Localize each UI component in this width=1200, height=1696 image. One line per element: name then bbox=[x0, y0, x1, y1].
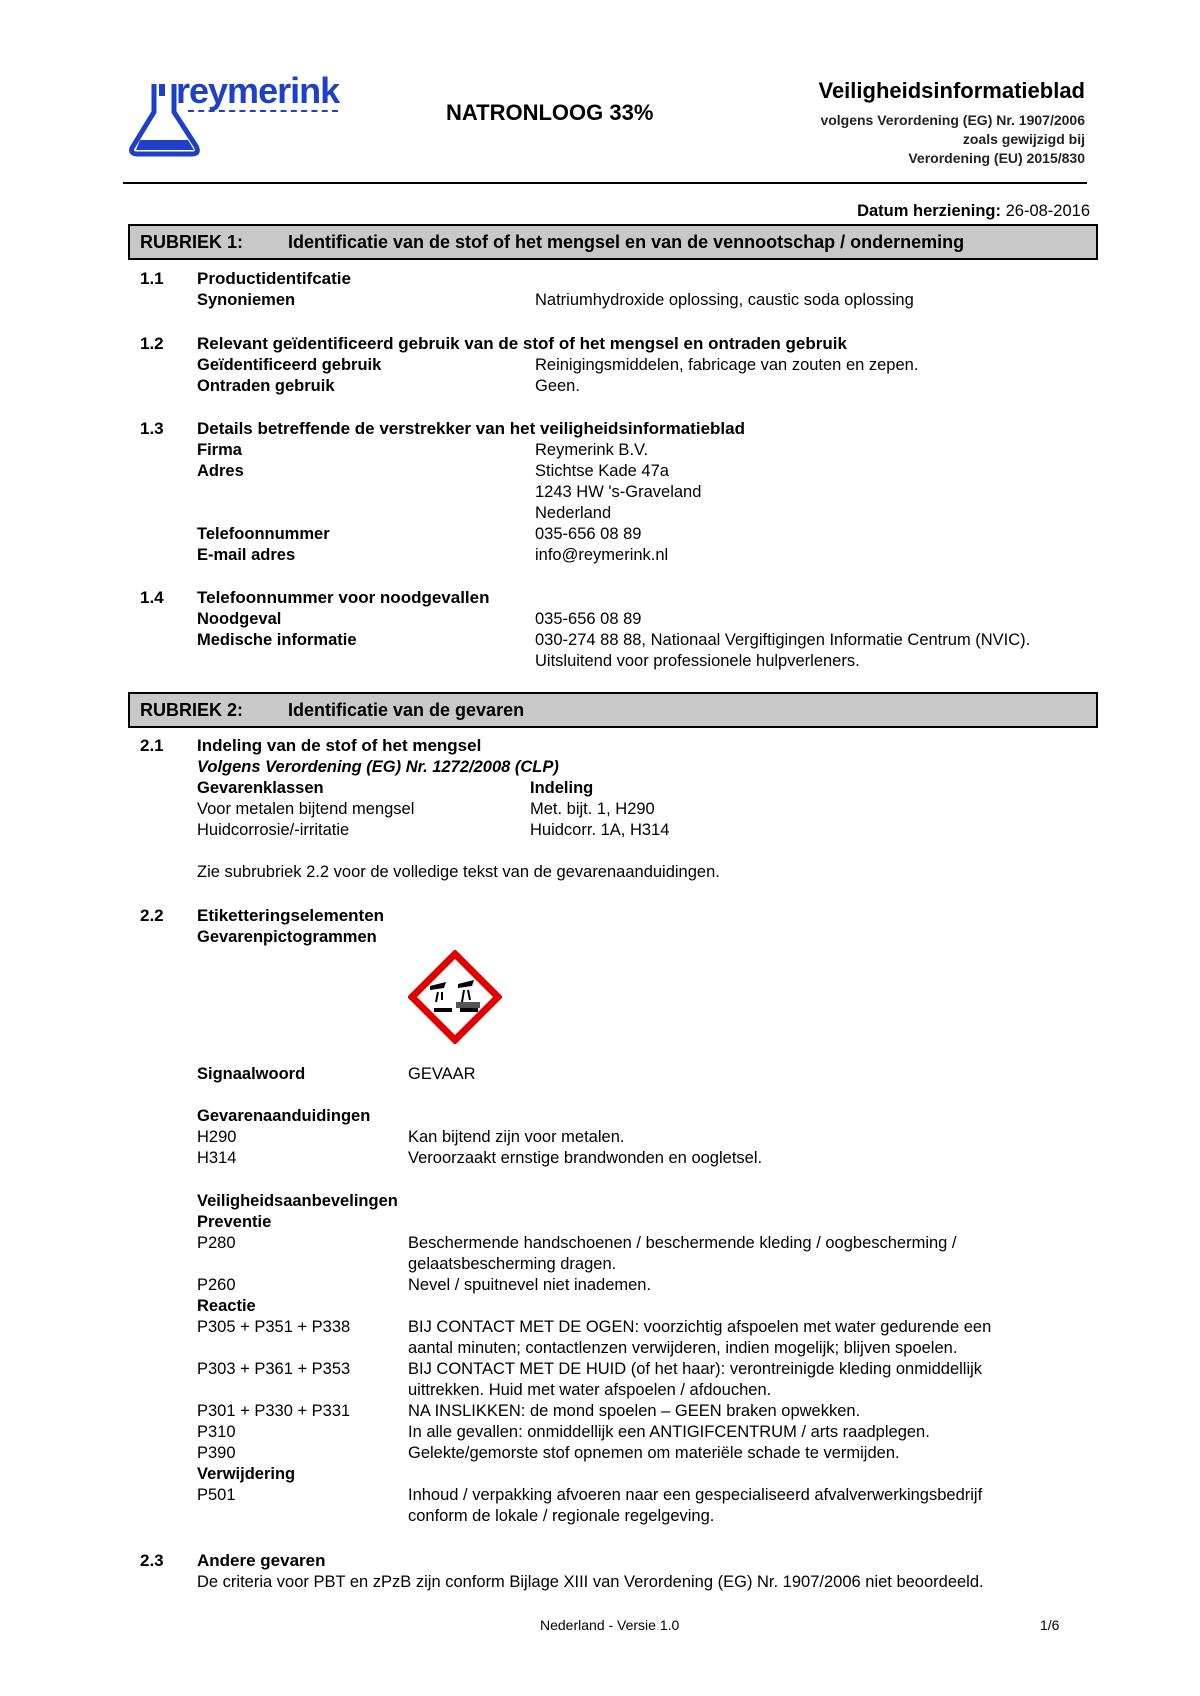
field-label: Firma bbox=[197, 441, 242, 459]
field-value: Uitsluitend voor professionele hulpverleners. bbox=[535, 652, 860, 670]
p-text: Gelekte/gemorste stof opnemen om materiële schade te vermijden. bbox=[408, 1444, 900, 1462]
p-text: BIJ CONTACT MET DE OGEN: voorzichtig afspoelen met water gedurende een bbox=[408, 1318, 992, 1336]
field-label: E-mail adres bbox=[197, 546, 296, 564]
p-text: Inhoud / verpakking afvoeren naar een gespecialiseerd afvalverwerkingsbedrijf bbox=[408, 1486, 983, 1504]
field-label: Adres bbox=[197, 462, 244, 480]
p501-row-cont bbox=[0, 1505, 1200, 1527]
section-title: Details betreffende de verstrekker van het veiligheidsinformatieblad bbox=[197, 419, 745, 438]
p-text: Nevel / spuitnevel niet inademen. bbox=[408, 1276, 652, 1294]
telephone-row bbox=[0, 523, 1200, 545]
column-header: Indeling bbox=[530, 779, 594, 797]
revision-date bbox=[857, 202, 1090, 221]
section-2-1-heading bbox=[0, 735, 1200, 757]
emergency-row bbox=[0, 608, 1200, 630]
field-label: Medische informatie bbox=[197, 631, 357, 649]
p260-row bbox=[0, 1274, 1200, 1296]
section-1-3-heading bbox=[0, 418, 1200, 440]
p-text: In alle gevallen: onmiddellijk een ANTIGIFCENTRUM / arts raadplegen. bbox=[408, 1423, 930, 1441]
rubriek-1-number: RUBRIEK 1: bbox=[140, 232, 244, 252]
p-code: P305 + P351 + P338 bbox=[197, 1318, 351, 1336]
hazard-statement-row bbox=[0, 1126, 1200, 1148]
p-text: uittrekken. Huid met water afspoelen / afdouchen. bbox=[408, 1381, 772, 1399]
section-1-2-heading bbox=[0, 333, 1200, 355]
p-code: P310 bbox=[197, 1423, 236, 1441]
rubriek-2-header bbox=[128, 692, 1098, 728]
p303-row bbox=[0, 1358, 1200, 1380]
footer-version: Nederland - Versie 1.0 bbox=[540, 1617, 680, 1633]
p-code: P260 bbox=[197, 1276, 236, 1294]
classification-row bbox=[0, 819, 1200, 841]
regulation-line-1: volgens Verordening (EG) Nr. 1907/2006 bbox=[820, 112, 1085, 128]
field-value: Nederland bbox=[535, 504, 612, 522]
regulation-text: Volgens Verordening (EG) Nr. 1272/2008 (CLP) bbox=[197, 758, 559, 776]
p280-row-cont bbox=[0, 1253, 1200, 1275]
hazard-code: H290 bbox=[197, 1128, 237, 1146]
email-link[interactable]: info@reymerink.nl bbox=[535, 546, 669, 564]
field-value: Geen. bbox=[535, 377, 580, 395]
advised-against-row bbox=[0, 375, 1200, 397]
medical-info-line-2 bbox=[0, 650, 1200, 672]
classification-header-row bbox=[0, 777, 1200, 799]
regulation-line-3: Verordening (EU) 2015/830 bbox=[908, 150, 1085, 166]
pictogram-label-row bbox=[0, 926, 1200, 948]
field-value: 035-656 08 89 bbox=[535, 610, 642, 628]
disposal-heading bbox=[0, 1463, 1200, 1485]
p-text: conform de lokale / regionale regelgeving. bbox=[408, 1507, 715, 1525]
field-label: Telefoonnummer bbox=[197, 525, 330, 543]
classification-row bbox=[0, 798, 1200, 820]
field-value: Stichtse Kade 47a bbox=[535, 462, 669, 480]
section-number: 1.3 bbox=[140, 419, 164, 438]
rubriek-2-title: Identificatie van de gevaren bbox=[288, 700, 525, 720]
note-text: Zie subrubriek 2.2 voor de volledige tekst van de gevarenaanduidingen. bbox=[197, 863, 720, 881]
hazard-text: Veroorzaakt ernstige brandwonden en oogletsel. bbox=[408, 1149, 763, 1167]
p280-row bbox=[0, 1232, 1200, 1254]
address-line-3 bbox=[0, 502, 1200, 524]
address-line-2 bbox=[0, 481, 1200, 503]
p-code: P280 bbox=[197, 1234, 236, 1252]
corrosion-pictogram-icon bbox=[408, 950, 502, 1044]
signal-word-row bbox=[0, 1063, 1200, 1085]
section-2-3-heading bbox=[0, 1550, 1200, 1572]
hazard-class: Voor metalen bijtend mengsel bbox=[197, 800, 415, 818]
p-text: NA INSLIKKEN: de mond spoelen – GEEN braken opwekken. bbox=[408, 1402, 861, 1420]
field-value: Natriumhydroxide oplossing, caustic soda oplossing bbox=[535, 291, 914, 309]
section-number: 2.2 bbox=[140, 906, 164, 925]
p-code: P301 + P330 + P331 bbox=[197, 1402, 351, 1420]
section-1-4-heading bbox=[0, 587, 1200, 609]
column-header: Gevarenklassen bbox=[197, 779, 324, 797]
field-label: Verwijdering bbox=[197, 1465, 296, 1483]
section-title: Relevant geïdentificeerd gebruik van de stof of het mengsel en ontraden gebruik bbox=[197, 334, 847, 353]
field-label: Gevarenaanduidingen bbox=[197, 1107, 371, 1125]
p-text: BIJ CONTACT MET DE HUID (of het haar): verontreinigde kleding onmiddellijk bbox=[408, 1360, 983, 1378]
revision-label: Datum herziening: bbox=[857, 202, 1001, 220]
field-label: Reactie bbox=[197, 1297, 256, 1315]
field-label: Gevarenpictogrammen bbox=[197, 928, 377, 946]
section-number: 1.1 bbox=[140, 269, 164, 288]
hazard-statement-row bbox=[0, 1147, 1200, 1169]
hazard-text: Kan bijtend zijn voor metalen. bbox=[408, 1128, 625, 1146]
other-hazards-text bbox=[0, 1571, 1200, 1593]
header-rule bbox=[123, 182, 1087, 184]
section-title: Andere gevaren bbox=[197, 1551, 326, 1570]
hazard-code: H314 bbox=[197, 1149, 237, 1167]
p-code: P501 bbox=[197, 1486, 236, 1504]
p310-row bbox=[0, 1421, 1200, 1443]
signal-word: GEVAAR bbox=[408, 1065, 476, 1083]
hazard-statements-heading bbox=[0, 1105, 1200, 1127]
reaction-heading bbox=[0, 1295, 1200, 1317]
hazard-classification: Huidcorr. 1A, H314 bbox=[530, 821, 670, 839]
doc-title: Veiligheidsinformatieblad bbox=[818, 78, 1085, 103]
precautionary-heading bbox=[0, 1190, 1200, 1212]
section-title: Indeling van de stof of het mengsel bbox=[197, 736, 482, 755]
field-value: Reymerink B.V. bbox=[535, 441, 649, 459]
prevention-heading bbox=[0, 1211, 1200, 1233]
hazard-class: Huidcorrosie/-irritatie bbox=[197, 821, 350, 839]
section-number: 2.1 bbox=[140, 736, 164, 755]
p-text: Beschermende handschoenen / beschermende kleding / oogbescherming / bbox=[408, 1234, 957, 1252]
rubriek-1-title: Identificatie van de stof of het mengsel en van de vennootschap / onderneming bbox=[288, 232, 965, 252]
field-value: 1243 HW 's-Graveland bbox=[535, 483, 702, 501]
p-text: aantal minuten; contactlenzen verwijderen, indien mogelijk; blijven spoelen. bbox=[408, 1339, 958, 1357]
p-code: P390 bbox=[197, 1444, 236, 1462]
p305-row bbox=[0, 1316, 1200, 1338]
medical-info-row bbox=[0, 629, 1200, 651]
p303-row-cont bbox=[0, 1379, 1200, 1401]
email-row bbox=[0, 544, 1200, 566]
section-2-2-heading bbox=[0, 905, 1200, 927]
paragraph-text: De criteria voor PBT en zPzB zijn conform Bijlage XIII van Verordening (EG) Nr. 1907/2006 niet beoordeeld. bbox=[197, 1573, 984, 1591]
clp-regulation-row bbox=[0, 756, 1200, 778]
address-row bbox=[0, 460, 1200, 482]
field-value: Reinigingsmiddelen, fabricage van zouten en zepen. bbox=[535, 356, 919, 374]
field-label: Ontraden gebruik bbox=[197, 377, 335, 395]
field-label: Noodgeval bbox=[197, 610, 282, 628]
revision-value: 26-08-2016 bbox=[1005, 202, 1090, 220]
section-number: 2.3 bbox=[140, 1551, 164, 1570]
p305-row-cont bbox=[0, 1337, 1200, 1359]
field-value: 035-656 08 89 bbox=[535, 525, 642, 543]
section-number: 1.2 bbox=[140, 334, 164, 353]
identified-use-row bbox=[0, 354, 1200, 376]
regulation-line-2: zoals gewijzigd bij bbox=[962, 131, 1085, 147]
synonyms-row bbox=[0, 289, 1200, 311]
p301-row bbox=[0, 1400, 1200, 1422]
logo-text: reymerink bbox=[176, 70, 340, 111]
field-label: Synoniemen bbox=[197, 291, 296, 309]
section-number: 1.4 bbox=[140, 588, 164, 607]
classification-note bbox=[0, 861, 1200, 883]
field-value: 030-274 88 88, Nationaal Vergiftigingen Informatie Centrum (NVIC). bbox=[535, 631, 1031, 649]
product-name: NATRONLOOG 33% bbox=[446, 100, 654, 125]
p390-row bbox=[0, 1442, 1200, 1464]
field-label: Geïdentificeerd gebruik bbox=[197, 356, 382, 374]
rubriek-1-header bbox=[128, 224, 1098, 260]
firm-row bbox=[0, 439, 1200, 461]
field-label: Signaalwoord bbox=[197, 1065, 306, 1083]
section-title: Etiketteringselementen bbox=[197, 906, 385, 925]
logo-dotted-line bbox=[188, 110, 338, 112]
field-label: Preventie bbox=[197, 1213, 272, 1231]
rubriek-2-number: RUBRIEK 2: bbox=[140, 700, 244, 720]
p501-row bbox=[0, 1484, 1200, 1506]
field-label: Veiligheidsaanbevelingen bbox=[197, 1192, 398, 1210]
hazard-classification: Met. bijt. 1, H290 bbox=[530, 800, 655, 818]
section-title: Productidentifcatie bbox=[197, 269, 351, 288]
p-code: P303 + P361 + P353 bbox=[197, 1360, 351, 1378]
p-text: gelaatsbescherming dragen. bbox=[408, 1255, 617, 1273]
section-title: Telefoonnummer voor noodgevallen bbox=[197, 588, 490, 607]
section-1-1-heading bbox=[0, 268, 1200, 290]
footer-page-number: 1/6 bbox=[1040, 1617, 1060, 1633]
